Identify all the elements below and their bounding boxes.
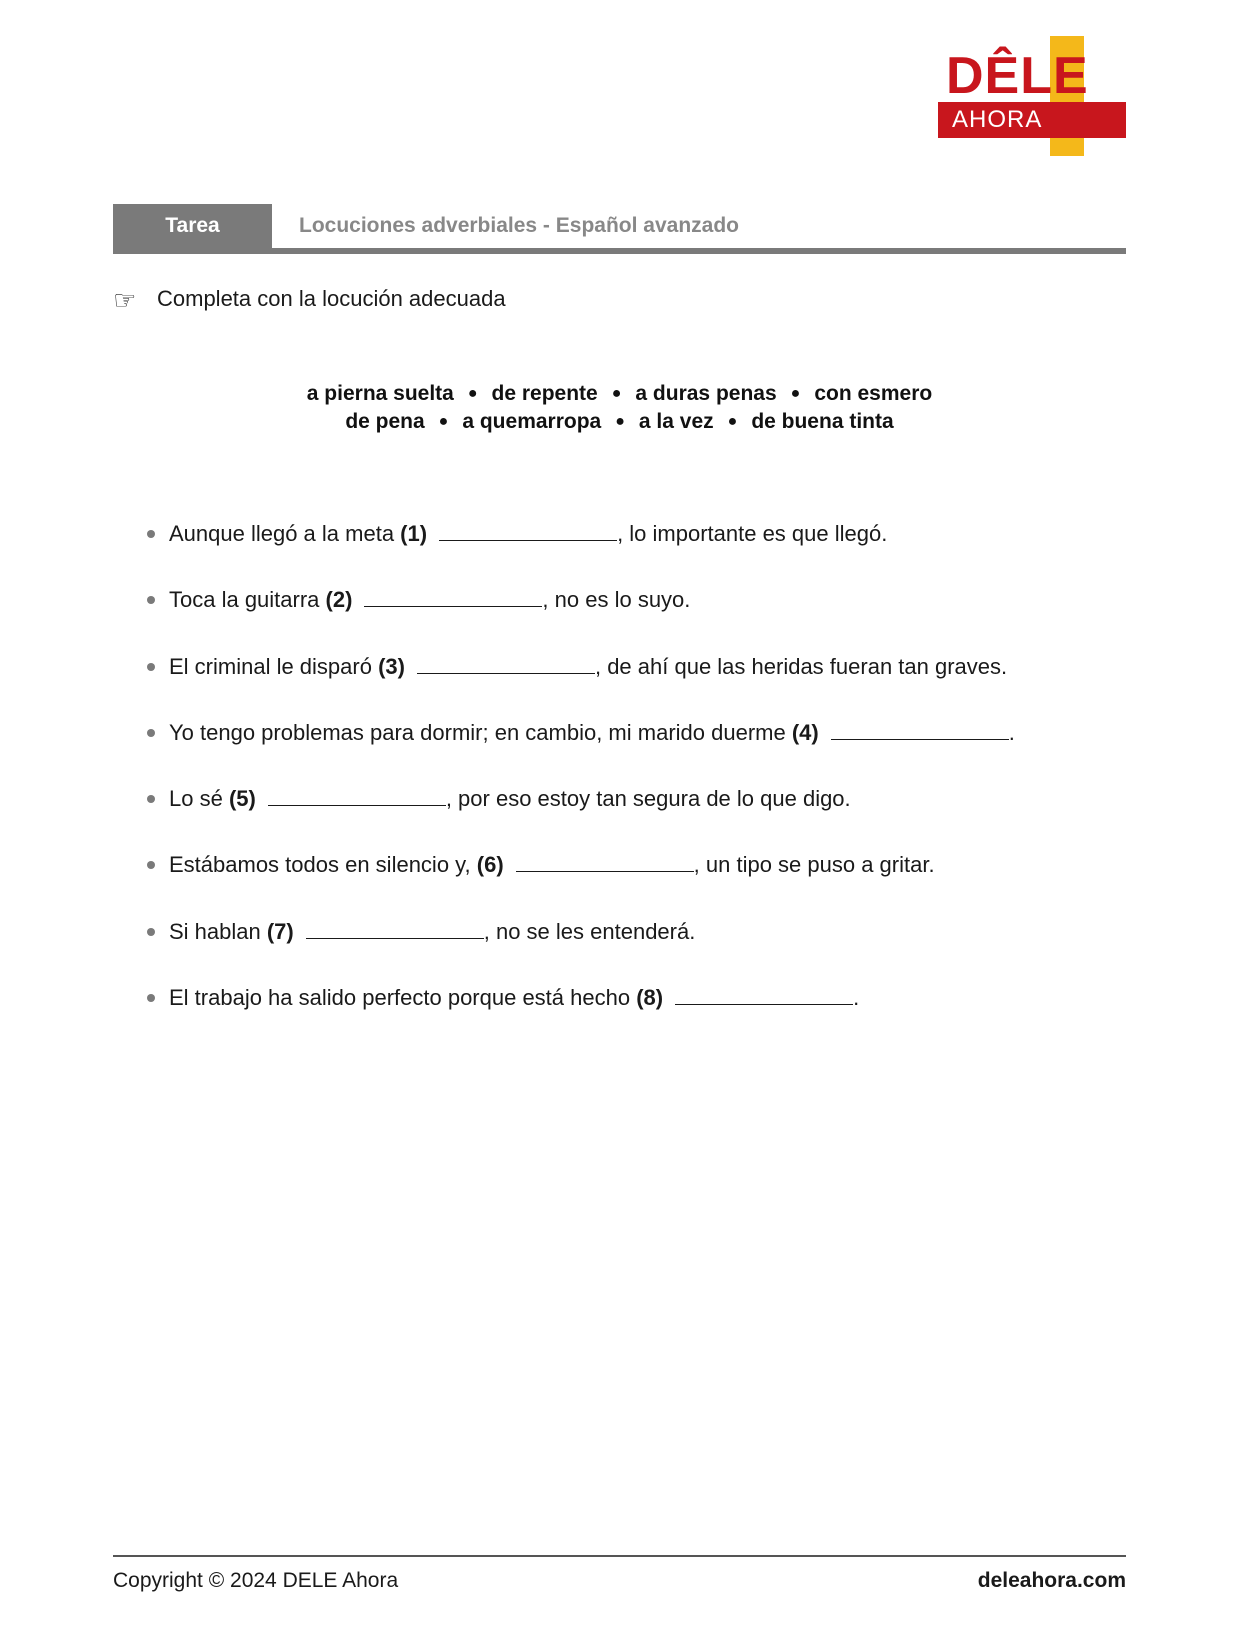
exercise-text-after: . bbox=[853, 985, 860, 1011]
exercise-number: (2) bbox=[325, 587, 353, 613]
bullet-separator-icon: ● bbox=[467, 385, 478, 402]
answer-blank-4[interactable] bbox=[831, 717, 1009, 740]
exercise-text-after: . bbox=[1008, 719, 1015, 745]
exercise-item-6 bbox=[140, 849, 1130, 915]
answer-blank-3[interactable] bbox=[417, 651, 595, 674]
exercise-number: (5) bbox=[228, 786, 256, 812]
word-bank-row-1 bbox=[113, 380, 1126, 408]
exercise-number: (7) bbox=[266, 918, 294, 944]
exercise-list bbox=[140, 518, 1130, 1048]
exercise-text-before: Lo sé bbox=[169, 786, 229, 812]
bullet-separator-icon: ● bbox=[615, 413, 625, 430]
exercise-number: (3) bbox=[378, 653, 405, 679]
word-bank-item: de repente bbox=[491, 382, 598, 405]
task-header bbox=[113, 204, 1126, 254]
exercise-text-after: , lo importante es que llegó. bbox=[617, 521, 888, 546]
answer-blank-6[interactable] bbox=[516, 849, 694, 872]
exercise-text-before: Toca la guitarra bbox=[169, 587, 326, 613]
word-bank-item: a la vez bbox=[638, 410, 714, 433]
bullet-icon bbox=[147, 994, 155, 1002]
answer-blank-5[interactable] bbox=[268, 783, 446, 806]
word-bank-item: de pena bbox=[345, 410, 425, 433]
exercise-text-after: , de ahí que las heridas fueran tan graves. bbox=[594, 653, 1008, 679]
instruction bbox=[113, 284, 506, 315]
word-bank-item: con esmero bbox=[814, 382, 933, 405]
word-bank-row-2 bbox=[113, 408, 1126, 436]
exercise-text-before: El criminal le disparó bbox=[169, 653, 379, 679]
site-link[interactable]: deleahora.com bbox=[977, 1569, 1126, 1592]
exercise-item-8 bbox=[140, 982, 1130, 1048]
answer-blank-2[interactable] bbox=[364, 584, 542, 607]
exercise-number: (6) bbox=[476, 852, 504, 878]
exercise-number: (4) bbox=[791, 719, 819, 745]
word-bank bbox=[113, 380, 1126, 436]
exercise-text-before: Yo tengo problemas para dormir; en cambio, mi marido duerme bbox=[169, 719, 792, 745]
header-divider bbox=[113, 248, 1126, 254]
instruction-text: Completa con la locución adecuada bbox=[157, 286, 506, 311]
answer-blank-8[interactable] bbox=[675, 982, 853, 1005]
bullet-icon bbox=[147, 861, 155, 869]
bullet-icon bbox=[147, 596, 155, 604]
exercise-item-5 bbox=[140, 783, 1130, 849]
bullet-separator-icon: ● bbox=[611, 385, 622, 402]
logo-subtitle: AHORA bbox=[952, 106, 1043, 133]
bullet-icon bbox=[147, 795, 155, 803]
word-bank-item: a pierna suelta bbox=[306, 382, 454, 405]
word-bank-item: a duras penas bbox=[635, 382, 777, 405]
exercise-number: (1) bbox=[400, 521, 428, 546]
exercise-number: (8) bbox=[636, 985, 664, 1011]
word-bank-item: a quemarropa bbox=[462, 410, 602, 433]
exercise-text-before: Estábamos todos en silencio y, bbox=[169, 852, 477, 878]
exercise-text-before: Aunque llegó a la meta bbox=[169, 521, 401, 546]
copyright-text: Copyright © 2024 DELE Ahora bbox=[113, 1569, 399, 1592]
bullet-icon bbox=[147, 729, 155, 737]
bullet-icon bbox=[147, 928, 155, 936]
bullet-icon bbox=[147, 530, 155, 538]
exercise-item-2 bbox=[140, 584, 1130, 650]
bullet-separator-icon: ● bbox=[790, 385, 801, 402]
exercise-item-3 bbox=[140, 651, 1130, 717]
exercise-item-7 bbox=[140, 916, 1130, 982]
exercise-text-after: , por eso estoy tan segura de lo que digo. bbox=[445, 786, 851, 812]
word-bank-item: de buena tinta bbox=[751, 410, 894, 433]
pointing-hand-icon: ☞ bbox=[113, 285, 137, 316]
bullet-separator-icon: ● bbox=[438, 413, 449, 430]
logo-title: DÊLE bbox=[946, 47, 1089, 105]
bullet-separator-icon: ● bbox=[727, 413, 738, 430]
exercise-text-after: , no es lo suyo. bbox=[542, 587, 691, 613]
dele-ahora-logo bbox=[938, 36, 1126, 156]
exercise-text-before: El trabajo ha salido perfecto porque está hecho bbox=[169, 985, 637, 1011]
exercise-text-after: , un tipo se puso a gritar. bbox=[693, 852, 935, 878]
exercise-item-1 bbox=[140, 518, 1130, 584]
bullet-icon bbox=[147, 663, 155, 671]
exercise-text-after: , no se les entenderá. bbox=[483, 918, 696, 944]
footer-divider bbox=[113, 1555, 1126, 1557]
answer-blank-7[interactable] bbox=[306, 916, 484, 939]
task-title: Locuciones adverbiales - Español avanzado bbox=[299, 214, 739, 237]
answer-blank-1[interactable] bbox=[439, 518, 617, 541]
task-tab-label: Tarea bbox=[113, 204, 272, 248]
exercise-text-before: Si hablan bbox=[169, 918, 267, 944]
exercise-item-4 bbox=[140, 717, 1130, 783]
